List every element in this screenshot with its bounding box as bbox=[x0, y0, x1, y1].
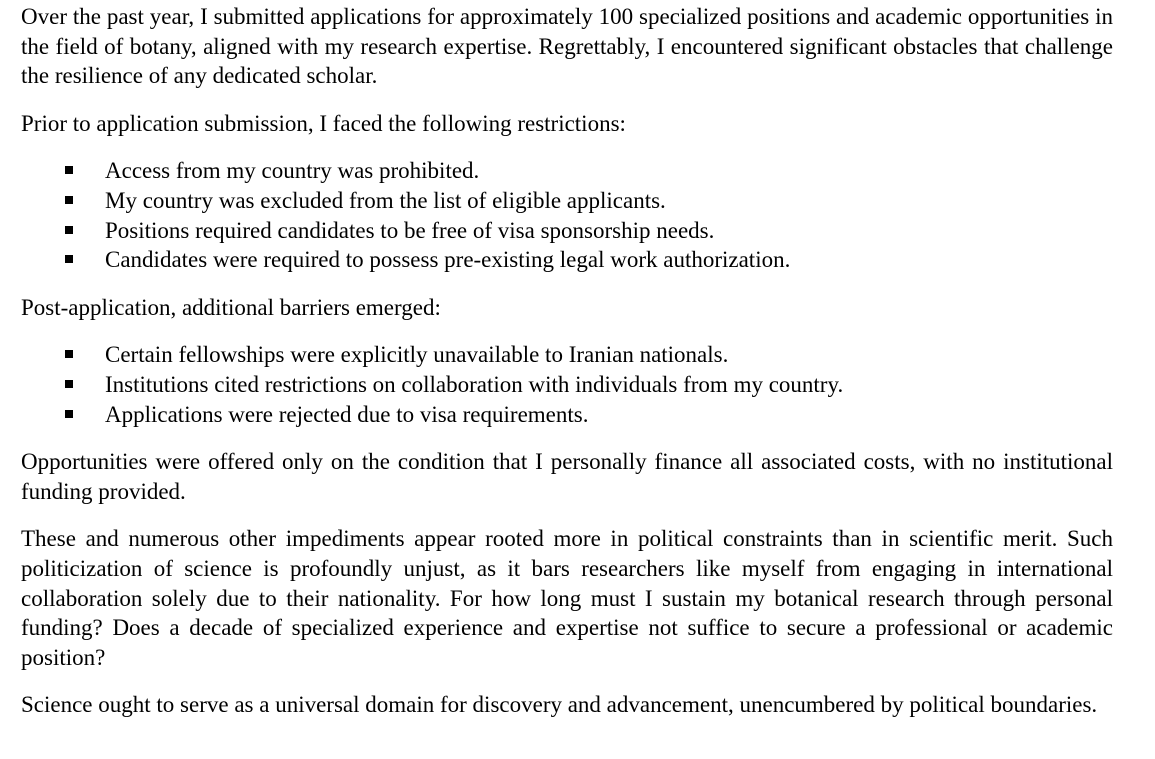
post-application-heading: Post-application, additional barriers emerged: bbox=[21, 294, 441, 320]
pre-application-list bbox=[21, 156, 1113, 274]
list-item-text: Institutions cited restrictions on collaboration with individuals from my country. bbox=[105, 371, 844, 397]
list-item-text: My country was excluded from the list of eligible applicants. bbox=[105, 187, 666, 213]
square-bullet-icon bbox=[65, 226, 73, 234]
list-item bbox=[105, 340, 1113, 370]
list-item bbox=[105, 400, 1113, 430]
document-body bbox=[21, 2, 1113, 738]
square-bullet-icon bbox=[65, 166, 73, 174]
post-application-list bbox=[21, 340, 1113, 429]
list-item bbox=[105, 216, 1113, 246]
list-item bbox=[105, 245, 1113, 275]
list-item-text: Candidates were required to possess pre-existing legal work authorization. bbox=[105, 247, 791, 273]
pre-application-heading: Prior to application submission, I faced the following restrictions: bbox=[21, 110, 626, 136]
list-item-text: Certain fellowships were explicitly unavailable to Iranian nationals. bbox=[105, 342, 729, 368]
list-item-text: Access from my country was prohibited. bbox=[105, 158, 480, 184]
square-bullet-icon bbox=[65, 350, 73, 358]
square-bullet-icon bbox=[65, 255, 73, 263]
list-item bbox=[105, 186, 1113, 216]
funding-paragraph: Opportunities were offered only on the condition that I personally finance all associated costs, with no institutional funding provided. bbox=[21, 449, 1113, 504]
list-item bbox=[105, 370, 1113, 400]
politics-paragraph: These and numerous other impediments appear rooted more in political constraints than in scientific merit. Such politicization of science is profoundly unjust, as it bars researchers like myself from engaging in international collaboration solely due to their nationality. For how long must I sustain my botanical research through personal funding? Does a decade of specialized experience and expertise not suffice to secure a professional or academic position? bbox=[21, 526, 1113, 670]
conclusion-paragraph: Science ought to serve as a universal domain for discovery and advancement, unencumbered by political boundaries. bbox=[21, 692, 1098, 718]
square-bullet-icon bbox=[65, 410, 73, 418]
list-item-text: Applications were rejected due to visa requirements. bbox=[105, 401, 589, 427]
intro-paragraph: Over the past year, I submitted applications for approximately 100 specialized positions and academic opportunities in the field of botany, aligned with my research expertise. Regrettably, I encountered significant obstacles that challenge the resilience of any dedicated scholar. bbox=[21, 4, 1113, 89]
list-item-text: Positions required candidates to be free of visa sponsorship needs. bbox=[105, 217, 715, 243]
square-bullet-icon bbox=[65, 196, 73, 204]
square-bullet-icon bbox=[65, 380, 73, 388]
list-item bbox=[105, 156, 1113, 186]
